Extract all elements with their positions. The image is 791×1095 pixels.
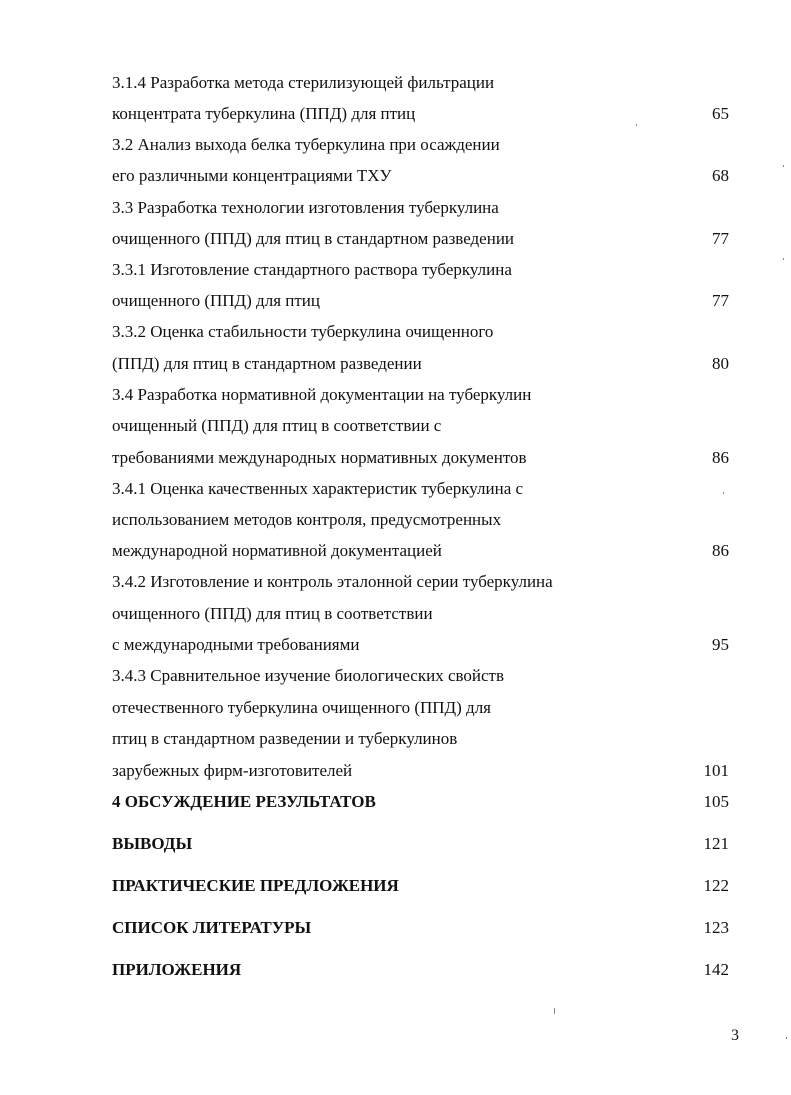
page-number: 3: [731, 1027, 739, 1044]
toc-page-number: 77: [712, 229, 729, 248]
toc-line: очищенного (ППД) для птиц в соответствии: [112, 604, 433, 623]
toc-line: очищенный (ППД) для птиц в соответствии с: [112, 416, 442, 435]
toc-line: 3.4.3 Сравнительное изучение биологических свойств: [112, 666, 505, 685]
toc-page-number: 65: [712, 104, 729, 123]
toc-line: 3.1.4 Разработка метода стерилизующей фильтрации: [112, 73, 495, 92]
toc-heading: 4 ОБСУЖДЕНИЕ РЕЗУЛЬТАТОВ: [112, 792, 376, 811]
toc-line: 3.3 Разработка технологии изготовления туберкулина: [112, 198, 499, 217]
toc-page-number: 121: [703, 834, 729, 853]
toc-line: международной нормативной документацией: [112, 541, 442, 560]
toc-heading: СПИСОК ЛИТЕРАТУРЫ: [112, 918, 312, 937]
toc-line: требованиями международных нормативных документов: [112, 448, 527, 467]
toc-page-number: 80: [712, 354, 729, 373]
toc-page-number: 122: [703, 876, 729, 895]
toc-page-number: 101: [703, 761, 729, 780]
scan-speck: [554, 1008, 555, 1014]
toc-page-number: 142: [703, 960, 729, 979]
scan-speck: [783, 258, 784, 260]
toc-page-number: 86: [712, 541, 729, 560]
toc-line: 3.3.1 Изготовление стандартного раствора туберкулина: [112, 260, 512, 279]
toc-line: (ППД) для птиц в стандартном разведении: [112, 354, 422, 373]
toc-line: его различными концентрациями ТХУ: [112, 166, 392, 185]
toc-line: отечественного туберкулина очищенного (ППД) для: [112, 698, 491, 717]
scan-speck: [783, 165, 784, 167]
toc-line: концентрата туберкулина (ППД) для птиц: [112, 104, 416, 123]
toc-line: с международными требованиями: [112, 635, 360, 654]
toc-line: 3.4.1 Оценка качественных характеристик туберкулина с: [112, 479, 524, 498]
scan-speck: [636, 124, 637, 126]
toc-page-number: 123: [703, 918, 729, 937]
toc-heading: ПРАКТИЧЕСКИЕ ПРЕДЛОЖЕНИЯ: [112, 876, 399, 895]
toc-line: птиц в стандартном разведении и туберкулинов: [112, 729, 458, 748]
toc-heading: ВЫВОДЫ: [112, 834, 193, 853]
toc-page-number: 86: [712, 448, 729, 467]
toc-line: очищенного (ППД) для птиц: [112, 291, 320, 310]
toc-line: использованием методов контроля, предусмотренных: [112, 510, 502, 529]
toc-page-number: 77: [712, 291, 729, 310]
toc-line: зарубежных фирм-изготовителей: [112, 761, 353, 780]
toc-line: 3.4.2 Изготовление и контроль эталонной серии туберкулина: [112, 572, 553, 591]
toc-page-number: 68: [712, 166, 729, 185]
toc-page-number: 105: [703, 792, 729, 811]
toc-line: 3.4 Разработка нормативной документации на туберкулин: [112, 385, 532, 404]
toc-line: очищенного (ППД) для птиц в стандартном разведении: [112, 229, 515, 248]
toc-page-number: 95: [712, 635, 729, 654]
toc-line: 3.3.2 Оценка стабильности туберкулина очищенного: [112, 322, 494, 341]
toc-line: 3.2 Анализ выхода белка туберкулина при осаждении: [112, 135, 500, 154]
scan-speck: [786, 1037, 787, 1039]
scan-speck: [723, 492, 724, 494]
toc-heading: ПРИЛОЖЕНИЯ: [112, 960, 242, 979]
